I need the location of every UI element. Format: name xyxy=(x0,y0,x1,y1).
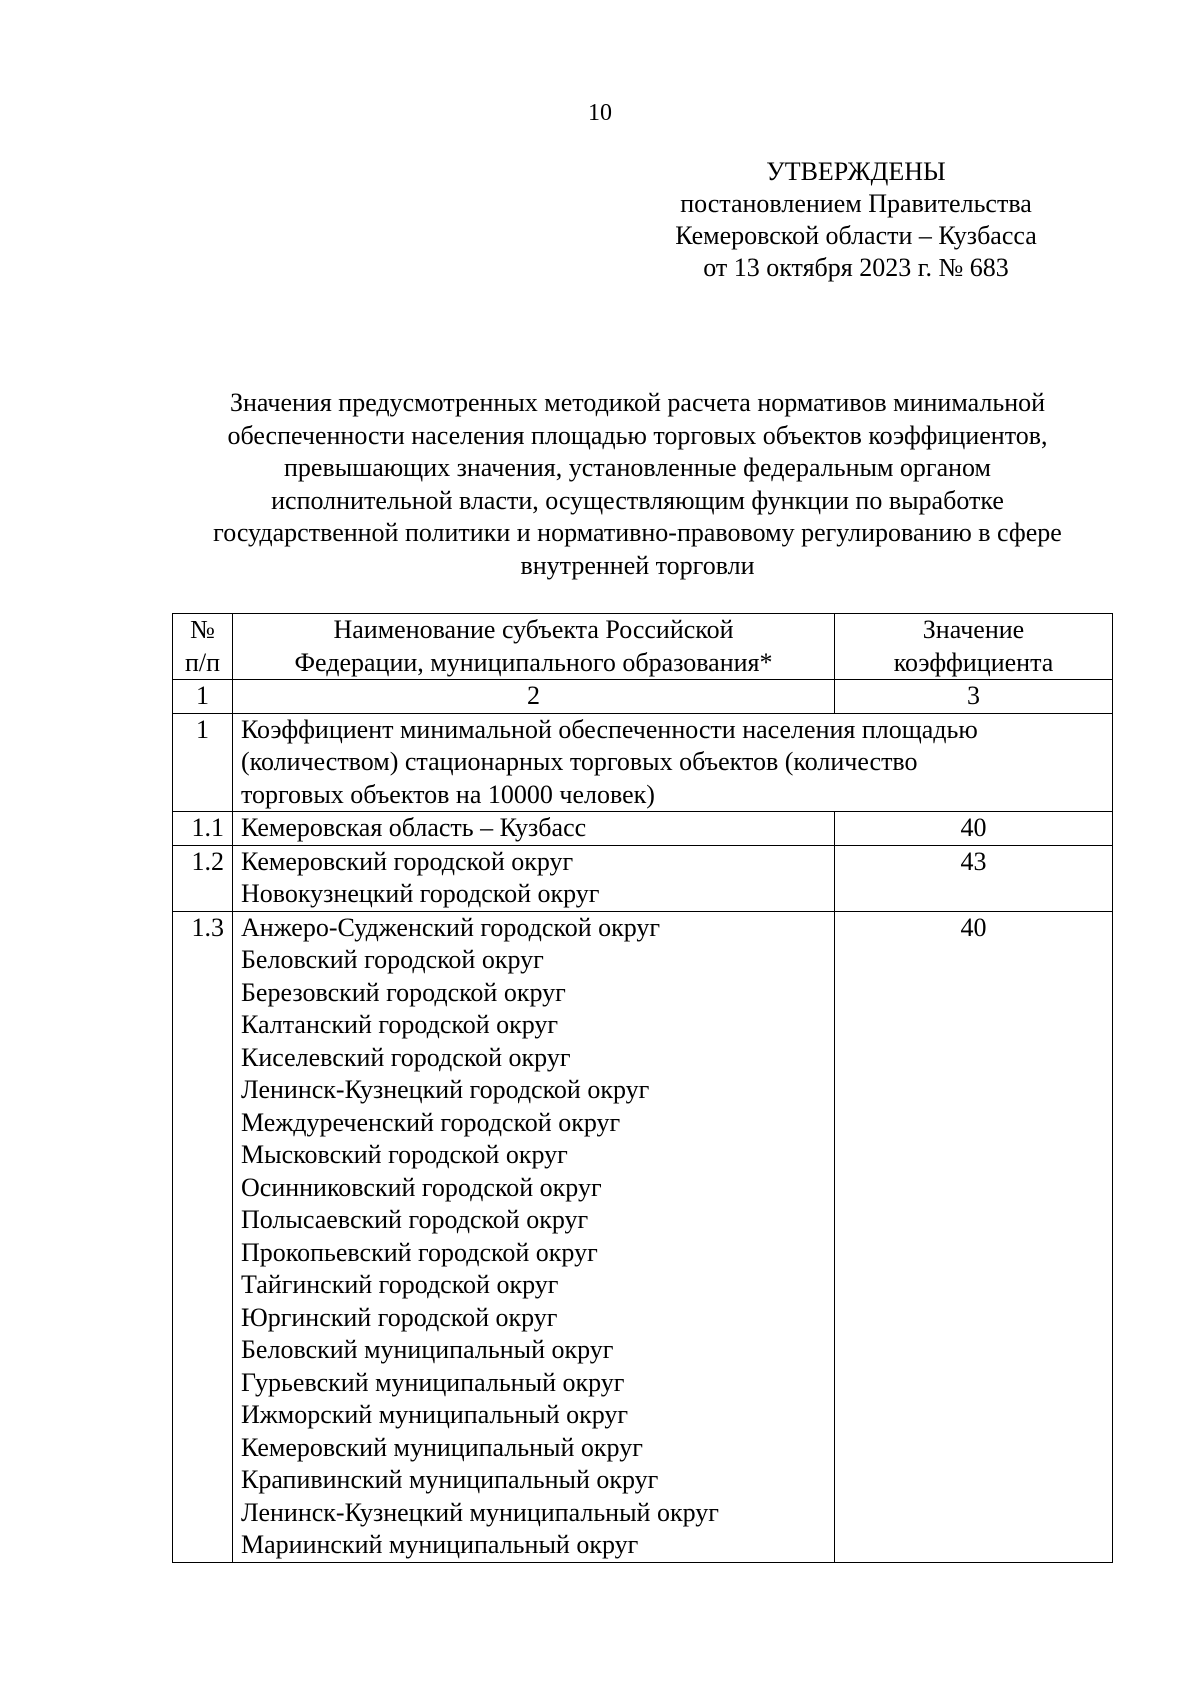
municipality-name: Кемеровский городской округ xyxy=(241,846,574,876)
municipality-name: Анжеро-Судженский городской округ xyxy=(241,912,661,942)
municipality-name: Гурьевский муниципальный округ xyxy=(241,1367,625,1397)
row-names xyxy=(233,845,835,911)
row-num: 1.1 xyxy=(173,812,233,846)
approval-line-2: Кемеровской области – Кузбасса xyxy=(675,221,1037,250)
row-names xyxy=(233,812,835,846)
header-name-line: Наименование субъекта Российской xyxy=(333,615,734,644)
municipality-name: Беловский городской округ xyxy=(241,945,544,974)
section-text xyxy=(233,713,1113,812)
column-numbers-row xyxy=(173,680,1113,714)
row-value: 40 xyxy=(835,812,1113,846)
municipality-name: Мариинский муниципальный округ xyxy=(241,1530,639,1559)
document-title-line: исполнительной власти, осуществляющим функции по выработке xyxy=(271,485,1004,515)
municipality-name: Новокузнецкий городской округ xyxy=(241,879,600,908)
header-num xyxy=(173,614,233,680)
municipality-name: Калтанский городской округ xyxy=(241,1010,559,1039)
municipality-name: Кемеровский муниципальный округ xyxy=(241,1432,643,1462)
table-header-row xyxy=(173,614,1113,680)
table-row xyxy=(173,812,1113,846)
document-title-line: внутренней торговли xyxy=(520,550,755,580)
page-number: 10 xyxy=(588,100,612,126)
municipality-name: Мысковский городской округ xyxy=(241,1140,568,1169)
section-text-line: (количеством) стационарных торговых объектов (количество xyxy=(241,747,918,776)
document-title xyxy=(160,387,1115,582)
header-num-line: п/п xyxy=(184,647,221,677)
approval-block xyxy=(600,156,1112,284)
section-text-line: Коэффициент минимальной обеспеченности населения площадью xyxy=(241,714,978,744)
header-num-line: № xyxy=(190,615,215,644)
header-name xyxy=(233,614,835,680)
section-text-line: торговых объектов на 10000 человек) xyxy=(241,779,655,809)
municipality-name: Крапивинский муниципальный округ xyxy=(241,1465,659,1494)
header-value-line: коэффициента xyxy=(893,647,1054,677)
document-title-line: Значения предусмотренных методикой расчета нормативов минимальной xyxy=(229,388,1046,417)
municipality-name: Междуреченский городской округ xyxy=(241,1107,621,1137)
approval-line-1: постановлением Правительства xyxy=(680,189,1032,218)
municipality-name: Киселевский городской округ xyxy=(241,1042,571,1072)
municipality-name: Ленинск-Кузнецкий городской округ xyxy=(241,1075,650,1104)
municipality-name: Беловский муниципальный округ xyxy=(241,1335,614,1364)
municipality-name: Полысаевский городской округ xyxy=(241,1205,589,1234)
document-title-line: государственной политики и нормативно-правовому регулированию в сфере xyxy=(213,518,1062,547)
header-name-line: Федерации, муниципального образования* xyxy=(294,647,773,677)
municipality-name: Юргинский городской округ xyxy=(241,1302,558,1332)
header-value xyxy=(835,614,1113,680)
column-number: 2 xyxy=(233,680,835,714)
municipality-name: Ижморский муниципальный округ xyxy=(241,1400,629,1429)
table-row xyxy=(173,845,1113,911)
column-number: 1 xyxy=(173,680,233,714)
row-value: 40 xyxy=(835,911,1113,1562)
document-title-line: обеспеченности населения площадью торговых объектов коэффициентов, xyxy=(227,420,1048,450)
approval-line-3: от 13 октября 2023 г. № 683 xyxy=(703,253,1009,282)
municipality-name: Прокопьевский городской округ xyxy=(241,1237,598,1267)
row-names xyxy=(233,911,835,1562)
municipality-name: Ленинск-Кузнецкий муниципальный округ xyxy=(241,1497,719,1527)
section-row xyxy=(173,713,1113,812)
approval-title: УТВЕРЖДЕНЫ xyxy=(766,157,946,186)
document-title-line: превышающих значения, установленные федеральным органом xyxy=(284,453,991,482)
header-value-line: Значение xyxy=(922,615,1025,644)
coefficients-table xyxy=(172,613,1113,1563)
row-num: 1.3 xyxy=(173,911,233,1562)
municipality-name: Осинниковский городской округ xyxy=(241,1172,602,1202)
section-num: 1 xyxy=(173,713,233,812)
row-num: 1.2 xyxy=(173,845,233,911)
municipality-name: Кемеровская область – Кузбасс xyxy=(241,813,587,842)
row-value: 43 xyxy=(835,845,1113,911)
column-number: 3 xyxy=(835,680,1113,714)
municipality-name: Тайгинский городской округ xyxy=(241,1270,559,1299)
table-row xyxy=(173,911,1113,1562)
municipality-name: Березовский городской округ xyxy=(241,977,566,1007)
